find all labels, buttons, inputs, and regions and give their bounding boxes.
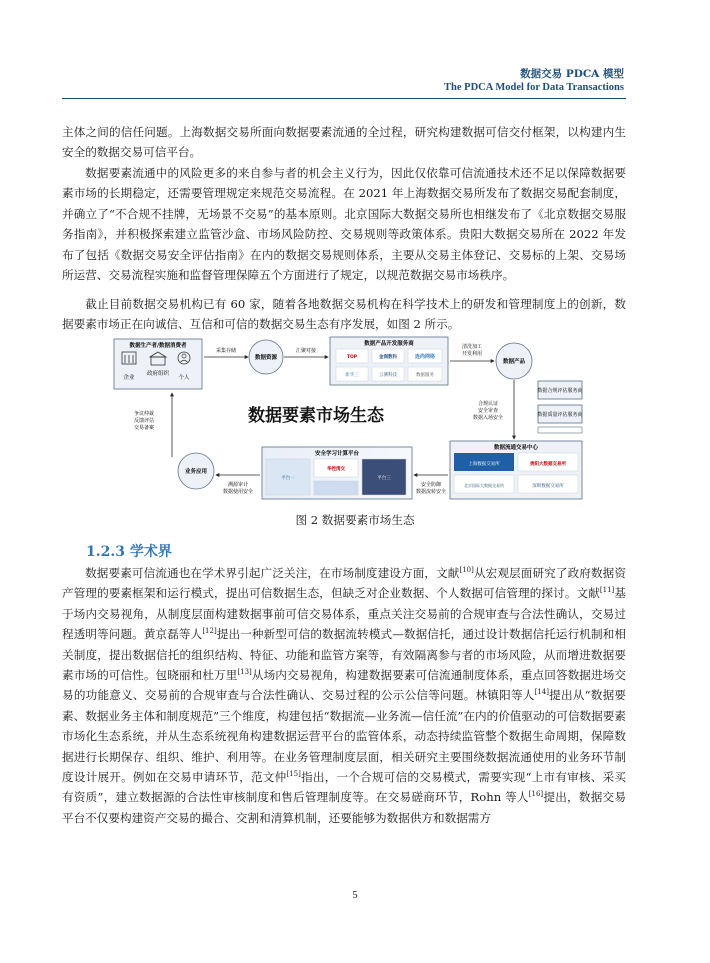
arrow-label: 反馈评估 [133, 418, 155, 424]
section-heading: 1.2.3 学术界 [86, 544, 172, 560]
exchange-logo: 上海数据交易所 [468, 462, 500, 467]
business-application-node [178, 453, 214, 489]
citation: [10] [459, 566, 474, 575]
citation: [12] [202, 627, 217, 636]
dev-logo: 新华三 [345, 373, 359, 378]
compute-logo: 华控清交 [327, 467, 345, 472]
arrow-label: 数据流转安全 [415, 489, 447, 495]
citation: [11] [599, 586, 615, 595]
arrow-label: 溯源审计 [227, 482, 249, 488]
paragraph-2: 数据要素流通中的风险更多的来自参与者的机会主义行为，因此仅依靠可信流通技术还不足以保障数据要素市场的长期稳定，还需要管理规定来规范交易流程。在 2021 年上海数据交易所发布了数据交易配套制度，并确立了“不合规不挂牌，无场景不交易”的基本原则。北京国际大数据交易所也相继发布了《北京数据交易服务指南》，并积极探索建立监管沙盒、市场风险防控、交易规则等政策体系。贵阳大数据交易所在 2022 年发布了包括《数据交易安全评估指南》在内的数据交易规则体系，主要从交易主体登记、交易标的上架、交易场所运营、交易流程实施和监督管理保障五个方面进行了规定，以规范数据交易市场秩序。 [62, 166, 626, 283]
arrow-label: 数据入场安全 [472, 415, 504, 421]
arrow-label: 安全审查 [477, 408, 499, 414]
svg-text:数据产品: 数据产品 [502, 359, 526, 365]
exchange-logo: 北京国际大数据交易所 [464, 483, 504, 488]
dev-logo: 数据服务 [416, 373, 434, 378]
producer-item: 政府组织 [146, 371, 170, 377]
figure-caption: 图 2 数据要素市场生态 [295, 513, 415, 527]
dev-logo: 云测科技 [379, 373, 397, 378]
citation: [13] [237, 668, 252, 677]
exchange-logo: 贵阳大数据交易所 [530, 462, 566, 467]
citation: [16] [528, 790, 544, 799]
dev-logo: 金润数科 [379, 355, 397, 360]
ecosystem-title: 数据要素市场生态 [248, 406, 384, 426]
compute-logo: 平台一 [281, 476, 295, 481]
data-resource-node [249, 340, 283, 374]
svg-text:业务应用: 业务应用 [184, 469, 208, 475]
compute-platform-box [262, 447, 412, 499]
producers-title: 数据生产者/数据消费者 [129, 343, 187, 349]
header-title-en: The PDCA Model for Data Transactions [444, 82, 624, 93]
compliance-item: 数据合规评估服务商 [537, 388, 583, 394]
exchange-center-box [450, 441, 582, 499]
header-title-cn: 数据交易 PDCA 模型 [520, 68, 624, 80]
header-rule [62, 98, 626, 99]
arrow-label: 合规认证 [477, 401, 499, 407]
paragraph-1: 主体之间的信任问题。上海数据交易所面向数据要素流通的全过程，研究构建数据可信交付框架，以构建内生安全的数据交易可信平台。 [62, 125, 626, 160]
svg-text:数据流通交易中心: 数据流通交易中心 [493, 445, 539, 451]
arrow-label: 汇聚对接 [295, 348, 317, 354]
paragraph-4: 数据要素可信流通也在学术界引起广泛关注，在市场制度建设方面，文献[10]从宏观层面研究了政府数据资产管理的要素框架和运行模式，提出可信数据生态，但缺乏对企业数据、个人数据可信管理的探讨。文献[11]基于场内交易视角，从制度层面构建数据事前可信交易体系，重点关注交易前的合规审查与合法性确认，交易过程透明等问题。黄京磊等人[12]提出一种新型可信的数据流转模式—数据信托，通过设计数据信托运行机制和相关制度，提出数据信托的组织结构、特征、功能和监管方案等，有效隔离参与者的市场风险，从而增进数据要素市场的可信性。包晓丽和杜万里[13]从场内交易视角，构建数据要素可信流通制度体系，重点回答数据进场交易的功能意义、交易前的合规审查与合法性确认、交易过程的公示公信等问题。林镇阳等人[14]提出从“数据要素、数据业务主体和制度规范”三个维度，构建包括“数据流—业务流—信任流”在内的价值驱动的可信数据要素市场化生态系统，并从生态系统视角构建数据运营平台的监管体系，动态持续监管整个数据生命周期，保障数据进行长期保存、组织、维护、利用等。在业务管理制度层面，相关研究主要围绕数据流通使用的业务环节制度设计展开。例如在交易申请环节，范文仲[15]指出，一个合规可信的交易模式，需要实现“上市有审核、采买有资质”，建立数据源的合法性审核制度和售后管理制度等。在交易磋商环节，Rohn 等人[16]提出，数据交易平台不仅要构建资产交易的撮合、交割和清算机制，还要能够为数据供方和数据需方 [62, 566, 626, 825]
compliance-item: 数据质量评估服务商 [537, 412, 583, 418]
producer-item: 个人 [178, 375, 190, 381]
citation: [14] [534, 688, 549, 697]
exchange-logo: 深圳数据交易所 [532, 484, 564, 489]
producers-box [114, 339, 202, 389]
svg-text:数据产品开发服务商: 数据产品开发服务商 [364, 341, 414, 347]
page-number: 5 [352, 890, 358, 901]
svg-text:数据资源: 数据资源 [254, 355, 278, 361]
svg-text:安全学习计算平台: 安全学习计算平台 [314, 451, 360, 457]
compute-logo: 平台三 [377, 476, 391, 481]
arrow-label: 数据使用安全 [222, 489, 254, 495]
arrow-label: 采集存储 [215, 348, 237, 354]
arrow-label: 安全防御 [420, 482, 442, 488]
data-product-node [496, 343, 532, 379]
arrow-label: 争议仲裁 [133, 411, 155, 417]
dev-logo: 连尚网络 [414, 354, 436, 360]
figure-market-ecosystem [110, 335, 590, 505]
arrow-label: 清洗加工 [461, 344, 483, 350]
citation: [15] [286, 770, 301, 779]
arrow-label: 交易备案 [133, 425, 155, 431]
dev-providers-box [330, 337, 448, 385]
arrow-label: 开发利用 [461, 351, 483, 357]
dev-logo: TOP [346, 355, 358, 360]
producer-item: 企业 [123, 375, 135, 381]
paragraph-3: 截止目前数据交易机构已有 60 家，随着各地数据交易机构在科学技术上的研发和管理制度上的创新，数据要素市场正在向诚信、互信和可信的数据交易生态有序发展，如图 2 所示。 [62, 297, 626, 332]
